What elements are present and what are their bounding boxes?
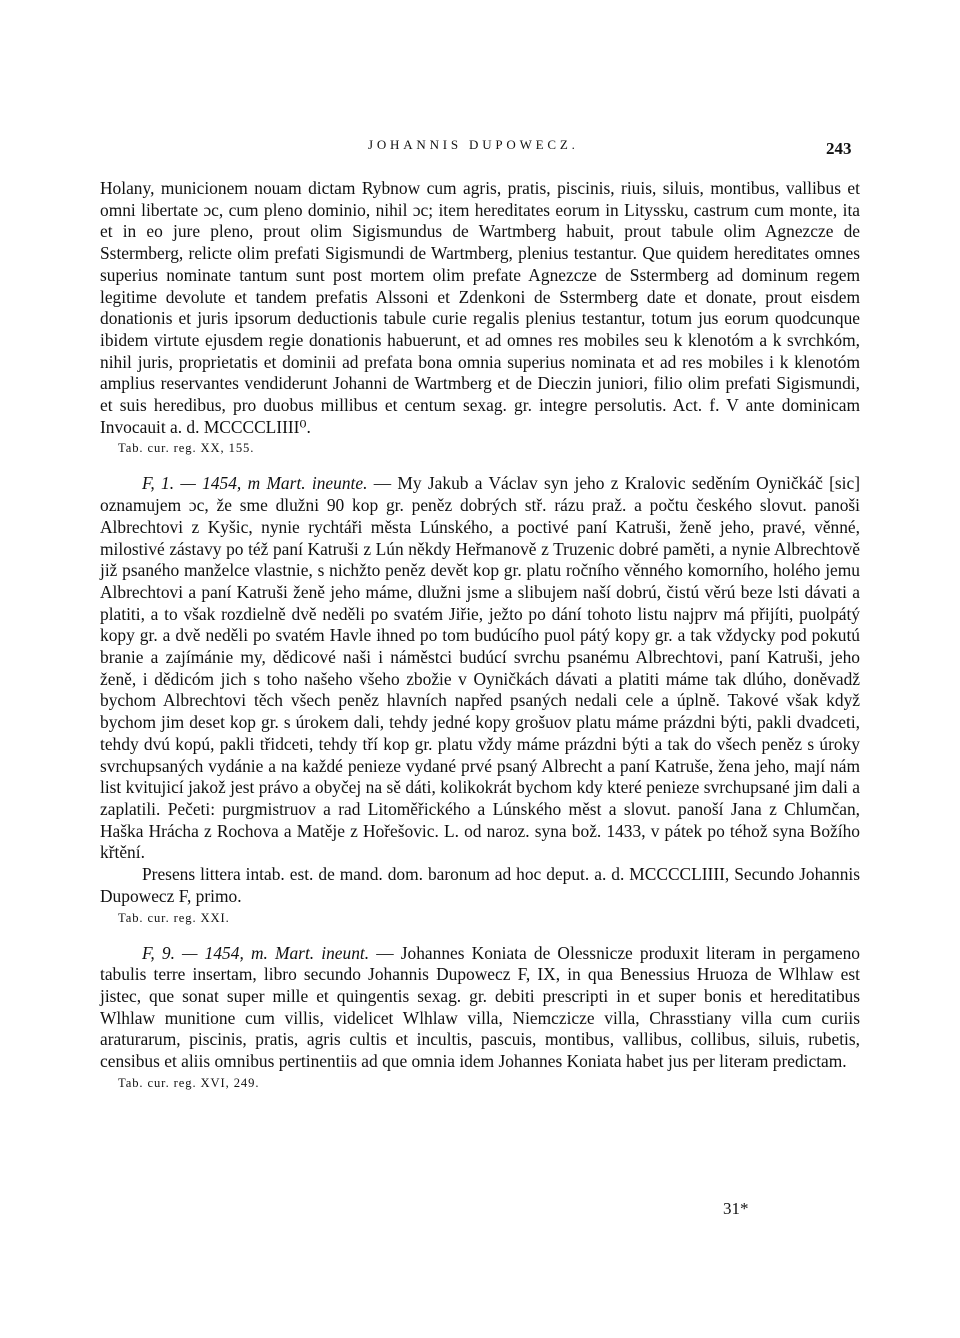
entry-heading: F, 9. — 1454, m. Mart. ineunt. [142,942,370,963]
entry-heading: F, 1. — 1454, m Mart. ineunte. [142,473,368,494]
entry-text: — My Jakub a Václav syn jeho z Kralovic seděním Oyničkáč [sic] oznamujem ɔc, že sme dlužni 90 kop gr. peněz dobrých stř. rázu praž. a počtu českého slovut. panoši Albrechtovi z Kyšic, nynie rychtáři města Lúnského, a poctivé paní Katruši, ženě jeho, pravé, věnné, milostivé zástavy po též paní Katruši z Lún někdy Heřmanově z Truzenic dobré paměti, a nynie Albrechtově již psaného manželce vlastnie, s nichžto peněz devět kop gr. platu ročního věnného komorního, holého jemu Albrechtovi a paní Katruši ženě jeho máme, dlužni jsme a slibujem naší dobrú, čistú věrú beze lsti dávati a platiti, a to však rozdielně dvě neděli po svatém Jiřie, ježto po dání tohoto listu najprv má přijíti, puolpátý kopy gr. a dvě neděli po svatém Havle ihned po tom budúcího puol pátý kopy gr. a tak vždycky pod pokutú branie a zajímánie my, dědicové naši i náměstci budúcí svrchu psanému Albrechtovi, paní Katruši, jeho ženě, i dědicóm jich s toho našeho všeho zbožie v Oyničkách dávati a platiti máme tak dlúho, doněvadž bychom Albrechtovi těch všech peněz hlavních napřed psaných nedali cele a úplně. Takové však když bychom jim deset kop gr. s úrokem dali, tehdy jedné kopy grošuov platu máme prázdni býti, pakli dvadceti, tehdy dvú kopú, pakli třidceti, tehdy tří kop gr. platu vždy máme prázdni býti a tak do všech peněz s úroky svrchupsaných vydánie a na každé penieze vydané prvé psaný Albrecht a paní Katruše, žena jeho, mají nám list kvitujicí jakož jest právo a obyčej na sě dáti, kolikokrát bychom kdy které penieze svrchupsané jim dali a zaplatili. Pečeti: purgmistruov a rad Litoměřického a Lúnského měst a slovut. panoší Jana z Chlumčan, Haška Hrácha z Rochova a Matěje z Hořešovic. L. od naroz. syna bož. 1433, v pátek po téhož syna Božího křtění. [100,473,860,863]
running-title: JOHANNIS DUPOWECZ. [368,137,579,152]
page-number: 243 [826,139,852,158]
source-citation: Tab. cur. reg. XX, 155. [118,441,255,456]
source-citation: Tab. cur. reg. XXI. [118,910,230,925]
entry-text: — Johannes Koniata de Olessnicze produxit literam in pergameno tabulis terre insertam, libro secundo Johannis Dupowecz F, IX, in qua Benessius Hruoza de Wlhlaw est jistec, que sonat super mille et quingentis sexag. gr. debiti prescripti in et super bonis et hereditatibus Wlhlaw munitione cum villis, videlicet Wlhlaw villa, Niemczicze villa, Chrasstiany villa cum curiis araturarum, piscinis, pratis, agris cultis et incultis, pascuis, montibus, vallibus, collibus, siluis, rubetis, censibus et aliis omnibus pertinentiis ad que omnia idem Johannes Koniata habet jus per literam predictam. [100,942,860,1072]
entry-paragraph [100,943,860,1073]
spacer [100,929,860,943]
document-body [100,178,860,1094]
paragraph-continuation: Holany, municionem nouam dictam Rybnow cum agris, pratis, piscinis, riuis, siluis, montibus, vallibus et omni libertate ɔc, cum pleno dominio, nihil ɔc; item hereditates eorum in Lityssku, castrum cum monte, ita et in eo jure pleno, prout olim Sigismundus de Wartmberg habuit, prout tabule olim Agnezcze de Sstermberg, relicte olim prefati Sigismundi de Wartmberg, plenius testantur. Que quidem hereditates omnes superius nominate tantum sunt post mortem olim prefate Agnezcze de Sstermberg ad dominum regem legitime devolute et tandem prefatis Alssoni et Zdenkoni de Sstermberg date et donate, prout eisdem donationis et juris ipsorum deductionis tabule curie regalis plenius testantur, totum jus eorum quodcunque ibidem virtute ejusdem regie donationis habuerunt, et ad omnes res mobiles seu k klenotóm a k svrchkóm, nihil juris, proprietatis et dominii ad prefata bona omnia superius nominata et ad res mobiles i k klenotóm amplius reservantes vendiderunt Johanni de Wartmberg et de Dieczin juniori, filio olim prefati Sigismundi, et suis heredibus, pro duobus millibus et centum sexag. gr. integre persolutis. Act. f. V ante dominicam Invocauit a. d. MCCCCLIIII⁰. [100,178,860,437]
entry-paragraph [100,473,860,864]
source-citation: Tab. cur. reg. XVI, 249. [118,1075,260,1090]
page-header [0,135,960,165]
intabulation-note: Presens littera intab. est. de mand. dom. baronum ad hoc deput. a. d. MCCCCLIIII, Secundo Johannis Dupowecz F, primo. [100,864,860,906]
signature-mark: 31* [723,1199,749,1218]
spacer [100,459,860,473]
